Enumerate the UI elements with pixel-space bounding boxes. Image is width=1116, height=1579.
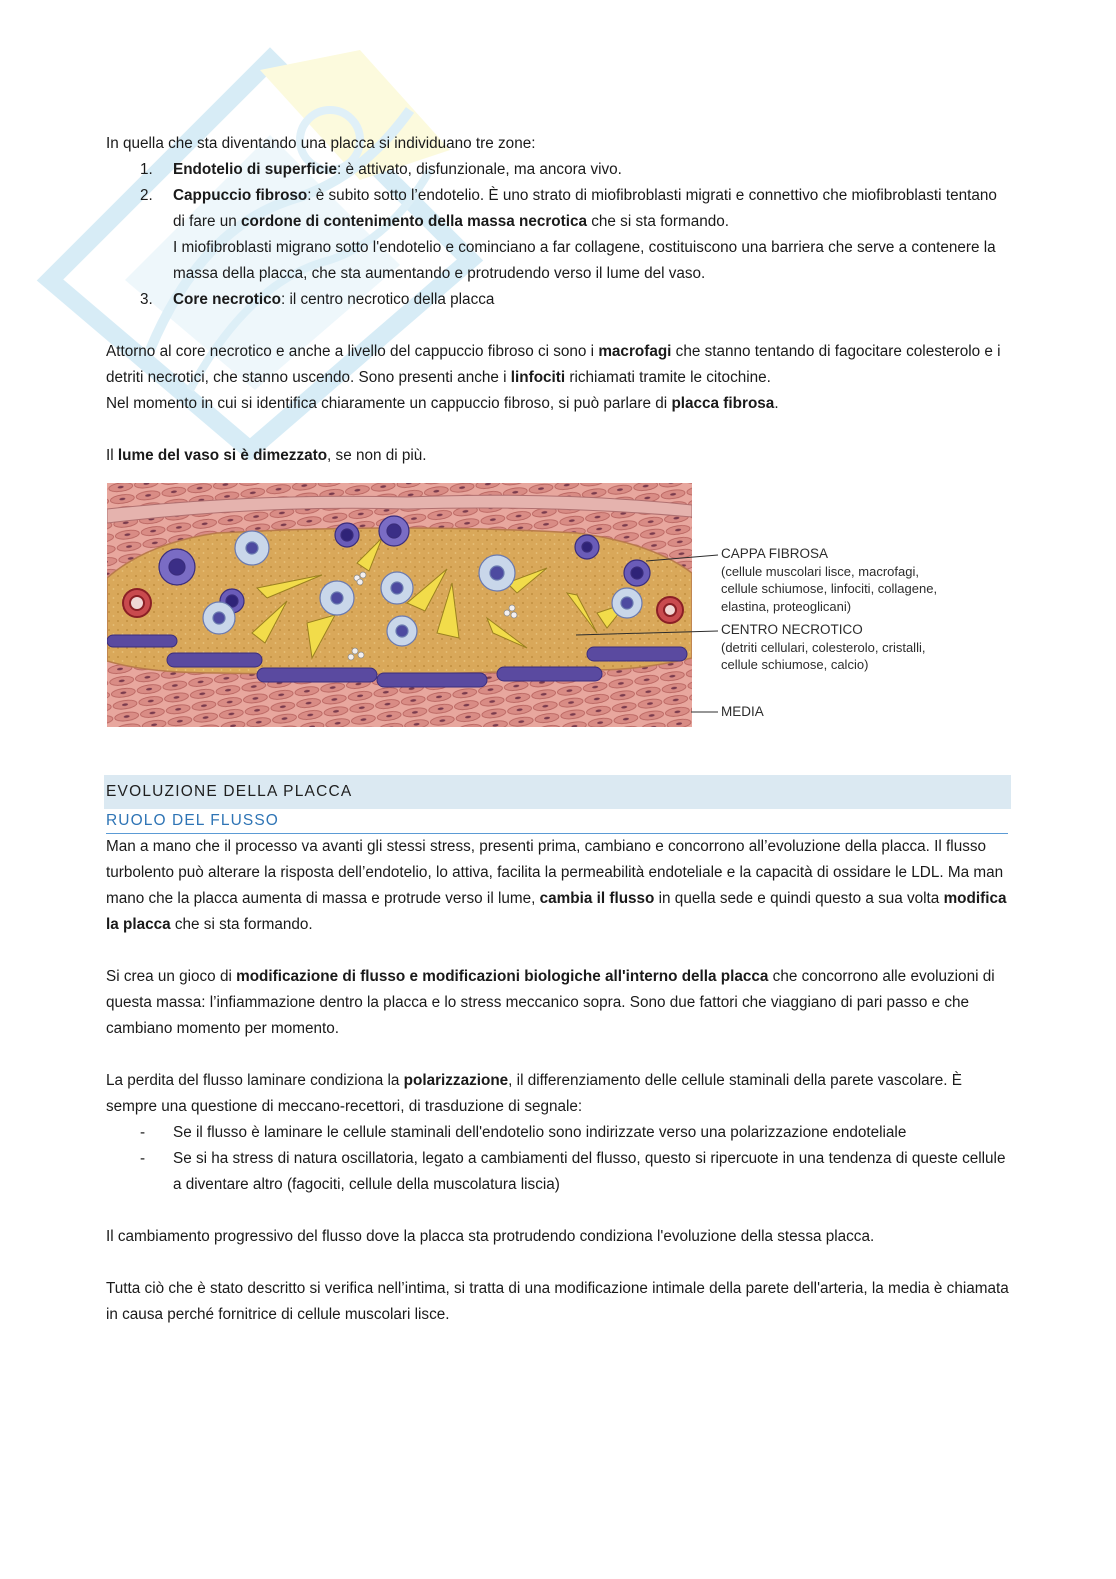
plaque-figure bbox=[106, 483, 1011, 745]
label-media: MEDIA bbox=[721, 704, 764, 719]
bullet-dash: - bbox=[140, 1124, 146, 1141]
bold-run: Core necrotico bbox=[173, 291, 281, 308]
text-run: : il centro necrotico della placca bbox=[280, 291, 495, 308]
list-item bbox=[106, 183, 1011, 287]
bold-run: Cappuccio fibroso bbox=[173, 187, 308, 204]
flow-bullet-list bbox=[106, 1120, 1011, 1198]
list-item-extra: I miofibroblasti migrano sotto l'endotelio e cominciano a far collagene, costituiscono una barriera che serve a contenere la massa della placca, che sta aumentando e protrudendo verso il lume del vaso. bbox=[173, 239, 996, 282]
bullet-dash: - bbox=[140, 1150, 146, 1167]
list-item bbox=[106, 157, 1011, 183]
paragraph-flow-4: Il cambiamento progressivo del flusso dove la placca sta protrudendo condiziona l'evoluzione della stessa placca. bbox=[106, 1228, 875, 1245]
plaque-zones-list bbox=[106, 157, 1011, 313]
bold-run: Endotelio di superficie bbox=[173, 161, 338, 178]
subsection-heading: RUOLO DEL FLUSSO bbox=[106, 809, 1008, 834]
list-number: 2. bbox=[140, 187, 153, 204]
text-run: : è attivato, disfunzionale, ma ancora vivo. bbox=[337, 161, 622, 178]
document-page bbox=[106, 0, 1011, 1328]
list-number: 3. bbox=[140, 291, 153, 308]
list-item: - Se il flusso è laminare le cellule staminali dell'endotelio sono indirizzate verso una polarizzazione endoteliale bbox=[106, 1120, 1011, 1146]
label-cappa-fibrosa: CAPPA FIBROSA (cellule muscolari lisce, macrofagi, cellule schiumose, linfociti, collagene, elastina, proteoglicani) bbox=[721, 546, 938, 614]
list-number: 1. bbox=[140, 161, 153, 178]
text-run: : è subito sotto l’endotelio. È uno strato di miofibroblasti migrati e connettivo che miofibroblasti tentano di fare un bbox=[173, 187, 997, 230]
section-heading: EVOLUZIONE DELLA PLACCA bbox=[104, 775, 1011, 809]
paragraph-placca-fibrosa: Nel momento in cui si identifica chiaramente un cappuccio fibroso, si può parlare di placca fibrosa. bbox=[106, 395, 779, 412]
paragraph-flow-5: Tutta ciò che è stato descritto si verifica nell’intima, si tratta di una modificazione intimale della parete dell'arteria, la media è chiamata in causa perché fornitrice di cellule muscolari lisce. bbox=[106, 1280, 1009, 1323]
bold-run: cordone di contenimento della massa necrotica bbox=[241, 213, 588, 230]
intro-line: In quella che sta diventando una placca si individuano tre zone: bbox=[106, 135, 536, 152]
paragraph-flow-3: La perdita del flusso laminare condiziona la polarizzazione, il differenziamento delle cellule staminali della parete vascolare. È sempre una questione di meccano-recettori, di trasduzione di segnale: bbox=[106, 1072, 962, 1115]
label-centro-necrotico: CENTRO NECROTICO (detriti cellulari, colesterolo, cristalli, cellule schiumose, calcio) bbox=[721, 622, 926, 672]
paragraph-flow-1: Man a mano che il processo va avanti gli stessi stress, presenti prima, cambiano e concorrono all’evoluzione della placca. Il flusso turbolento può alterare la risposta dell’endotelio, lo attiva, facilita la permeabilità endoteliale e la capacità di ossidare le LDL. Ma man mano che la placca aumenta di massa e protrude verso il lume, cambia il flusso in quella sede e quindi questo a sua volta modifica la placca che si sta formando. bbox=[106, 838, 1007, 933]
text-run: che si sta formando. bbox=[587, 213, 730, 230]
paragraph-lume: Il lume del vaso si è dimezzato, se non di più. bbox=[106, 447, 427, 464]
paragraph-flow-2: Si crea un gioco di modificazione di flusso e modificazioni biologiche all'interno della placca che concorrono alle evoluzioni di questa massa: l’infiammazione dentro la placca e lo stress meccanico sopra. Sono due fattori che viaggiano di pari passo e che cambiano momento per momento. bbox=[106, 968, 995, 1037]
list-item: - Se si ha stress di natura oscillatoria, legato a cambiamenti del flusso, questo si ripercuote in una tendenza di queste cellule a diventare altro (fagociti, cellule della muscolatura liscia) bbox=[106, 1146, 1011, 1198]
paragraph-macrofagi: Attorno al core necrotico e anche a livello del cappuccio fibroso ci sono i macrofagi che stanno tentando di fagocitare colesterolo e i detriti necrotici, che stanno uscendo. Sono presenti anche i linfociti richiamati tramite le citochine. bbox=[106, 343, 1001, 386]
list-item bbox=[106, 287, 1011, 313]
